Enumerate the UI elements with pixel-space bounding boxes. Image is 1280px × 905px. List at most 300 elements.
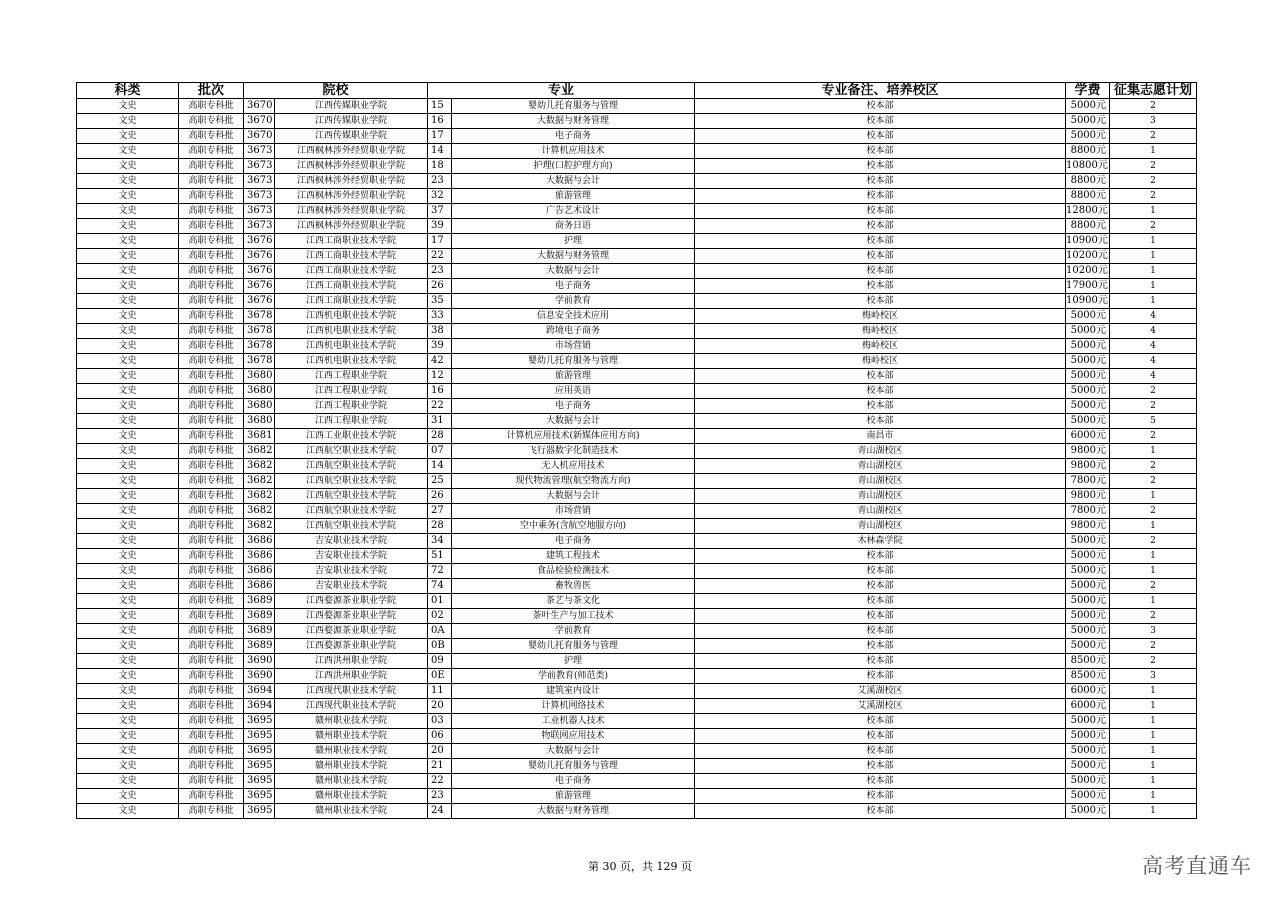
table-row: [77, 174, 1197, 189]
cell-category: 文史: [77, 189, 179, 204]
cell-college-name: 赣州职业技术学院: [275, 789, 428, 804]
cell-batch: 高职专科批: [179, 804, 244, 819]
cell-campus: 校本部: [695, 609, 1066, 624]
cell-college-name: 江西机电职业技术学院: [275, 339, 428, 354]
cell-college-code: 3682: [244, 519, 275, 534]
cell-tuition: 12800元: [1066, 204, 1110, 219]
cell-plan-count: 3: [1110, 624, 1197, 639]
cell-plan-count: 2: [1110, 129, 1197, 144]
cell-batch: 高职专科批: [179, 654, 244, 669]
cell-college-name: 江西机电职业技术学院: [275, 324, 428, 339]
cell-batch: 高职专科批: [179, 444, 244, 459]
cell-major-code: 74: [428, 579, 452, 594]
cell-plan-count: 2: [1110, 654, 1197, 669]
cell-campus: 校本部: [695, 189, 1066, 204]
cell-batch: 高职专科批: [179, 99, 244, 114]
cell-major-name: 物联网应用技术: [452, 729, 695, 744]
cell-college-code: 3676: [244, 249, 275, 264]
table-row: [77, 549, 1197, 564]
table-row: [77, 414, 1197, 429]
table-row: [77, 204, 1197, 219]
cell-college-name: 吉安职业技术学院: [275, 579, 428, 594]
cell-tuition: 5000元: [1066, 309, 1110, 324]
cell-college-code: 3694: [244, 699, 275, 714]
cell-tuition: 8800元: [1066, 144, 1110, 159]
cell-major-code: 16: [428, 114, 452, 129]
cell-major-name: 茶叶生产与加工技术: [452, 609, 695, 624]
cell-campus: 校本部: [695, 729, 1066, 744]
cell-tuition: 5000元: [1066, 354, 1110, 369]
cell-college-name: 赣州职业技术学院: [275, 744, 428, 759]
cell-batch: 高职专科批: [179, 699, 244, 714]
cell-plan-count: 1: [1110, 684, 1197, 699]
cell-major-name: 学前教育(师范类): [452, 669, 695, 684]
cell-major-name: 食品检验检测技术: [452, 564, 695, 579]
cell-tuition: 9800元: [1066, 489, 1110, 504]
cell-category: 文史: [77, 294, 179, 309]
cell-college-code: 3670: [244, 114, 275, 129]
cell-tuition: 5000元: [1066, 774, 1110, 789]
cell-plan-count: 1: [1110, 204, 1197, 219]
cell-batch: 高职专科批: [179, 204, 244, 219]
cell-plan-count: 2: [1110, 579, 1197, 594]
cell-major-code: 27: [428, 504, 452, 519]
header-major: 专业: [428, 83, 695, 99]
cell-tuition: 5000元: [1066, 624, 1110, 639]
cell-plan-count: 3: [1110, 114, 1197, 129]
cell-category: 文史: [77, 729, 179, 744]
cell-batch: 高职专科批: [179, 579, 244, 594]
cell-major-name: 建筑室内设计: [452, 684, 695, 699]
cell-category: 文史: [77, 714, 179, 729]
cell-college-code: 3686: [244, 549, 275, 564]
cell-batch: 高职专科批: [179, 369, 244, 384]
cell-batch: 高职专科批: [179, 384, 244, 399]
cell-college-code: 3695: [244, 774, 275, 789]
cell-college-code: 3695: [244, 744, 275, 759]
cell-major-code: 37: [428, 204, 452, 219]
cell-college-name: 江西现代职业技术学院: [275, 684, 428, 699]
cell-major-code: 23: [428, 174, 452, 189]
cell-campus: 校本部: [695, 594, 1066, 609]
cell-category: 文史: [77, 534, 179, 549]
table-row: [77, 264, 1197, 279]
cell-tuition: 5000元: [1066, 579, 1110, 594]
cell-category: 文史: [77, 744, 179, 759]
cell-college-name: 江西工商职业技术学院: [275, 264, 428, 279]
cell-category: 文史: [77, 279, 179, 294]
table-row: [77, 669, 1197, 684]
cell-college-name: 江西洪州职业学院: [275, 669, 428, 684]
cell-batch: 高职专科批: [179, 549, 244, 564]
cell-major-name: 电子商务: [452, 279, 695, 294]
cell-major-code: 16: [428, 384, 452, 399]
cell-plan-count: 1: [1110, 789, 1197, 804]
cell-college-code: 3678: [244, 354, 275, 369]
cell-major-code: 42: [428, 354, 452, 369]
cell-college-name: 江西枫林涉外经贸职业学院: [275, 219, 428, 234]
cell-category: 文史: [77, 789, 179, 804]
cell-campus: 校本部: [695, 129, 1066, 144]
cell-plan-count: 2: [1110, 639, 1197, 654]
cell-college-name: 江西航空职业技术学院: [275, 444, 428, 459]
table-row: [77, 114, 1197, 129]
cell-college-code: 3681: [244, 429, 275, 444]
cell-tuition: 8800元: [1066, 174, 1110, 189]
table-row: [77, 234, 1197, 249]
cell-batch: 高职专科批: [179, 249, 244, 264]
cell-college-name: 江西现代职业技术学院: [275, 699, 428, 714]
cell-category: 文史: [77, 114, 179, 129]
table-row: [77, 99, 1197, 114]
cell-batch: 高职专科批: [179, 174, 244, 189]
cell-college-code: 3680: [244, 369, 275, 384]
cell-batch: 高职专科批: [179, 354, 244, 369]
cell-major-name: 旅游管理: [452, 789, 695, 804]
cell-campus: 校本部: [695, 804, 1066, 819]
cell-college-code: 3678: [244, 309, 275, 324]
cell-college-name: 江西机电职业技术学院: [275, 309, 428, 324]
cell-tuition: 5000元: [1066, 804, 1110, 819]
cell-major-code: 25: [428, 474, 452, 489]
cell-college-code: 3676: [244, 264, 275, 279]
cell-batch: 高职专科批: [179, 339, 244, 354]
cell-campus: 校本部: [695, 759, 1066, 774]
cell-tuition: 5000元: [1066, 744, 1110, 759]
cell-tuition: 5000元: [1066, 609, 1110, 624]
cell-college-name: 赣州职业技术学院: [275, 804, 428, 819]
table-row: [77, 519, 1197, 534]
cell-batch: 高职专科批: [179, 534, 244, 549]
table-row: [77, 759, 1197, 774]
cell-batch: 高职专科批: [179, 594, 244, 609]
cell-major-code: 17: [428, 129, 452, 144]
cell-major-name: 跨境电子商务: [452, 324, 695, 339]
cell-college-code: 3676: [244, 234, 275, 249]
cell-college-code: 3689: [244, 594, 275, 609]
cell-plan-count: 1: [1110, 564, 1197, 579]
cell-major-code: 0B: [428, 639, 452, 654]
cell-major-name: 电子商务: [452, 399, 695, 414]
cell-tuition: 5000元: [1066, 549, 1110, 564]
cell-tuition: 9800元: [1066, 444, 1110, 459]
cell-category: 文史: [77, 504, 179, 519]
cell-major-name: 大数据与财务管理: [452, 804, 695, 819]
cell-tuition: 5000元: [1066, 324, 1110, 339]
cell-campus: 校本部: [695, 624, 1066, 639]
cell-campus: 校本部: [695, 114, 1066, 129]
cell-college-name: 江西枫林涉外经贸职业学院: [275, 144, 428, 159]
cell-major-name: 大数据与会计: [452, 489, 695, 504]
cell-major-code: 28: [428, 429, 452, 444]
cell-college-code: 3680: [244, 399, 275, 414]
table-row: [77, 399, 1197, 414]
cell-campus: 校本部: [695, 264, 1066, 279]
table-row: [77, 804, 1197, 819]
cell-batch: 高职专科批: [179, 474, 244, 489]
cell-major-name: 婴幼儿托育服务与管理: [452, 354, 695, 369]
cell-college-name: 江西婺源茶业职业学院: [275, 609, 428, 624]
cell-category: 文史: [77, 264, 179, 279]
cell-major-name: 旅游管理: [452, 189, 695, 204]
cell-college-code: 3673: [244, 159, 275, 174]
cell-college-name: 赣州职业技术学院: [275, 774, 428, 789]
cell-campus: 校本部: [695, 414, 1066, 429]
cell-major-name: 学前教育: [452, 624, 695, 639]
header-plan-count: 征集志愿计划: [1110, 83, 1197, 99]
cell-plan-count: 1: [1110, 519, 1197, 534]
cell-college-name: 江西工商职业技术学院: [275, 249, 428, 264]
cell-batch: 高职专科批: [179, 789, 244, 804]
cell-college-name: 江西机电职业技术学院: [275, 354, 428, 369]
cell-batch: 高职专科批: [179, 234, 244, 249]
table-row: [77, 639, 1197, 654]
table-row: [77, 489, 1197, 504]
cell-college-name: 江西婺源茶业职业学院: [275, 594, 428, 609]
cell-college-name: 江西航空职业技术学院: [275, 504, 428, 519]
cell-category: 文史: [77, 594, 179, 609]
cell-batch: 高职专科批: [179, 114, 244, 129]
cell-campus: 校本部: [695, 399, 1066, 414]
cell-major-name: 广告艺术设计: [452, 204, 695, 219]
cell-college-name: 江西航空职业技术学院: [275, 489, 428, 504]
cell-category: 文史: [77, 474, 179, 489]
cell-tuition: 5000元: [1066, 399, 1110, 414]
cell-campus: 青山湖校区: [695, 459, 1066, 474]
table-row: [77, 159, 1197, 174]
cell-college-code: 3673: [244, 204, 275, 219]
cell-category: 文史: [77, 774, 179, 789]
cell-tuition: 5000元: [1066, 564, 1110, 579]
cell-category: 文史: [77, 369, 179, 384]
cell-tuition: 8800元: [1066, 219, 1110, 234]
cell-college-name: 江西工程职业学院: [275, 384, 428, 399]
cell-plan-count: 1: [1110, 714, 1197, 729]
cell-batch: 高职专科批: [179, 294, 244, 309]
cell-major-name: 计算机应用技术: [452, 144, 695, 159]
table-row: [77, 129, 1197, 144]
cell-batch: 高职专科批: [179, 414, 244, 429]
cell-college-name: 江西航空职业技术学院: [275, 459, 428, 474]
cell-college-name: 江西洪州职业学院: [275, 654, 428, 669]
header-batch: 批次: [179, 83, 244, 99]
cell-plan-count: 2: [1110, 159, 1197, 174]
cell-category: 文史: [77, 384, 179, 399]
table-row: [77, 189, 1197, 204]
table-row: [77, 474, 1197, 489]
cell-batch: 高职专科批: [179, 684, 244, 699]
cell-major-name: 大数据与财务管理: [452, 114, 695, 129]
table-body: [77, 99, 1197, 819]
cell-major-code: 14: [428, 459, 452, 474]
cell-tuition: 8500元: [1066, 669, 1110, 684]
cell-plan-count: 3: [1110, 669, 1197, 684]
cell-campus: 木林森学院: [695, 534, 1066, 549]
cell-campus: 校本部: [695, 249, 1066, 264]
cell-tuition: 5000元: [1066, 714, 1110, 729]
cell-plan-count: 1: [1110, 489, 1197, 504]
cell-major-code: 35: [428, 294, 452, 309]
cell-category: 文史: [77, 399, 179, 414]
cell-college-code: 3678: [244, 324, 275, 339]
cell-campus: 校本部: [695, 564, 1066, 579]
cell-tuition: 10900元: [1066, 234, 1110, 249]
cell-college-name: 赣州职业技术学院: [275, 759, 428, 774]
cell-category: 文史: [77, 609, 179, 624]
cell-plan-count: 1: [1110, 804, 1197, 819]
header-tuition: 学费: [1066, 83, 1110, 99]
cell-category: 文史: [77, 204, 179, 219]
watermark-logo-text: 高考直通车: [1142, 854, 1252, 878]
cell-college-code: 3686: [244, 564, 275, 579]
cell-major-name: 大数据与会计: [452, 264, 695, 279]
cell-batch: 高职专科批: [179, 159, 244, 174]
cell-tuition: 5000元: [1066, 789, 1110, 804]
cell-major-code: 11: [428, 684, 452, 699]
cell-tuition: 7800元: [1066, 474, 1110, 489]
cell-college-name: 江西婺源茶业职业学院: [275, 639, 428, 654]
cell-category: 文史: [77, 669, 179, 684]
cell-major-code: 03: [428, 714, 452, 729]
cell-plan-count: 2: [1110, 504, 1197, 519]
table-row: [77, 144, 1197, 159]
cell-college-code: 3673: [244, 189, 275, 204]
cell-college-code: 3676: [244, 279, 275, 294]
cell-college-code: 3695: [244, 714, 275, 729]
cell-plan-count: 1: [1110, 279, 1197, 294]
cell-college-code: 3682: [244, 444, 275, 459]
cell-tuition: 5000元: [1066, 339, 1110, 354]
cell-tuition: 5000元: [1066, 384, 1110, 399]
cell-major-name: 计算机应用技术(新媒体应用方向): [452, 429, 695, 444]
cell-college-name: 江西工商职业技术学院: [275, 279, 428, 294]
cell-category: 文史: [77, 339, 179, 354]
cell-batch: 高职专科批: [179, 729, 244, 744]
cell-college-code: 3690: [244, 669, 275, 684]
cell-major-code: 0E: [428, 669, 452, 684]
cell-tuition: 5000元: [1066, 99, 1110, 114]
cell-plan-count: 1: [1110, 144, 1197, 159]
cell-major-name: 市场营销: [452, 504, 695, 519]
cell-college-code: 3673: [244, 174, 275, 189]
cell-major-name: 信息安全技术应用: [452, 309, 695, 324]
cell-batch: 高职专科批: [179, 564, 244, 579]
cell-campus: 校本部: [695, 159, 1066, 174]
cell-category: 文史: [77, 144, 179, 159]
cell-plan-count: 4: [1110, 339, 1197, 354]
cell-plan-count: 1: [1110, 594, 1197, 609]
cell-campus: 校本部: [695, 219, 1066, 234]
cell-batch: 高职专科批: [179, 774, 244, 789]
cell-plan-count: 4: [1110, 309, 1197, 324]
cell-plan-count: 1: [1110, 549, 1197, 564]
cell-college-name: 江西工程职业学院: [275, 414, 428, 429]
cell-tuition: 10900元: [1066, 294, 1110, 309]
cell-major-name: 大数据与会计: [452, 174, 695, 189]
cell-major-name: 护理(口腔护理方向): [452, 159, 695, 174]
table-row: [77, 444, 1197, 459]
cell-batch: 高职专科批: [179, 759, 244, 774]
cell-college-code: 3689: [244, 639, 275, 654]
table-row: [77, 729, 1197, 744]
cell-category: 文史: [77, 654, 179, 669]
cell-major-name: 飞行器数字化制造技术: [452, 444, 695, 459]
cell-college-code: 3680: [244, 384, 275, 399]
cell-batch: 高职专科批: [179, 144, 244, 159]
cell-major-code: 38: [428, 324, 452, 339]
cell-batch: 高职专科批: [179, 669, 244, 684]
cell-major-code: 01: [428, 594, 452, 609]
cell-category: 文史: [77, 129, 179, 144]
cell-batch: 高职专科批: [179, 489, 244, 504]
cell-college-name: 江西婺源茶业职业学院: [275, 624, 428, 639]
cell-batch: 高职专科批: [179, 279, 244, 294]
cell-major-name: 婴幼儿托育服务与管理: [452, 639, 695, 654]
cell-tuition: 5000元: [1066, 759, 1110, 774]
cell-tuition: 6000元: [1066, 429, 1110, 444]
cell-major-code: 24: [428, 804, 452, 819]
cell-major-code: 17: [428, 234, 452, 249]
cell-campus: 青山湖校区: [695, 444, 1066, 459]
cell-major-code: 02: [428, 609, 452, 624]
cell-major-code: 34: [428, 534, 452, 549]
cell-plan-count: 2: [1110, 534, 1197, 549]
cell-category: 文史: [77, 414, 179, 429]
cell-major-name: 工业机器人技术: [452, 714, 695, 729]
cell-tuition: 10200元: [1066, 264, 1110, 279]
cell-major-code: 31: [428, 414, 452, 429]
cell-campus: 校本部: [695, 234, 1066, 249]
header-major-notes-campus: 专业备注、培养校区: [695, 83, 1066, 99]
cell-category: 文史: [77, 354, 179, 369]
table-row: [77, 294, 1197, 309]
table-row: [77, 504, 1197, 519]
cell-college-name: 江西枫林涉外经贸职业学院: [275, 189, 428, 204]
cell-major-code: 18: [428, 159, 452, 174]
cell-college-name: 江西工程职业学院: [275, 369, 428, 384]
cell-major-code: 26: [428, 489, 452, 504]
cell-college-code: 3682: [244, 504, 275, 519]
cell-major-name: 应用英语: [452, 384, 695, 399]
cell-plan-count: 4: [1110, 324, 1197, 339]
cell-plan-count: 5: [1110, 414, 1197, 429]
cell-campus: 艾溪湖校区: [695, 684, 1066, 699]
cell-major-code: 0A: [428, 624, 452, 639]
cell-tuition: 5000元: [1066, 534, 1110, 549]
cell-college-code: 3673: [244, 144, 275, 159]
cell-major-name: 学前教育: [452, 294, 695, 309]
table-row: [77, 219, 1197, 234]
cell-campus: 校本部: [695, 789, 1066, 804]
cell-tuition: 5000元: [1066, 414, 1110, 429]
table-row: [77, 309, 1197, 324]
cell-college-code: 3695: [244, 789, 275, 804]
cell-major-name: 电子商务: [452, 129, 695, 144]
admission-plan-table: [76, 82, 1197, 819]
cell-major-code: 09: [428, 654, 452, 669]
cell-major-code: 20: [428, 699, 452, 714]
cell-campus: 校本部: [695, 639, 1066, 654]
table-row: [77, 279, 1197, 294]
cell-college-name: 江西传媒职业学院: [275, 114, 428, 129]
cell-college-code: 3686: [244, 534, 275, 549]
cell-major-code: 26: [428, 279, 452, 294]
cell-tuition: 8800元: [1066, 189, 1110, 204]
cell-college-code: 3690: [244, 654, 275, 669]
cell-major-name: 市场营销: [452, 339, 695, 354]
cell-major-name: 电子商务: [452, 534, 695, 549]
cell-college-name: 吉安职业技术学院: [275, 564, 428, 579]
